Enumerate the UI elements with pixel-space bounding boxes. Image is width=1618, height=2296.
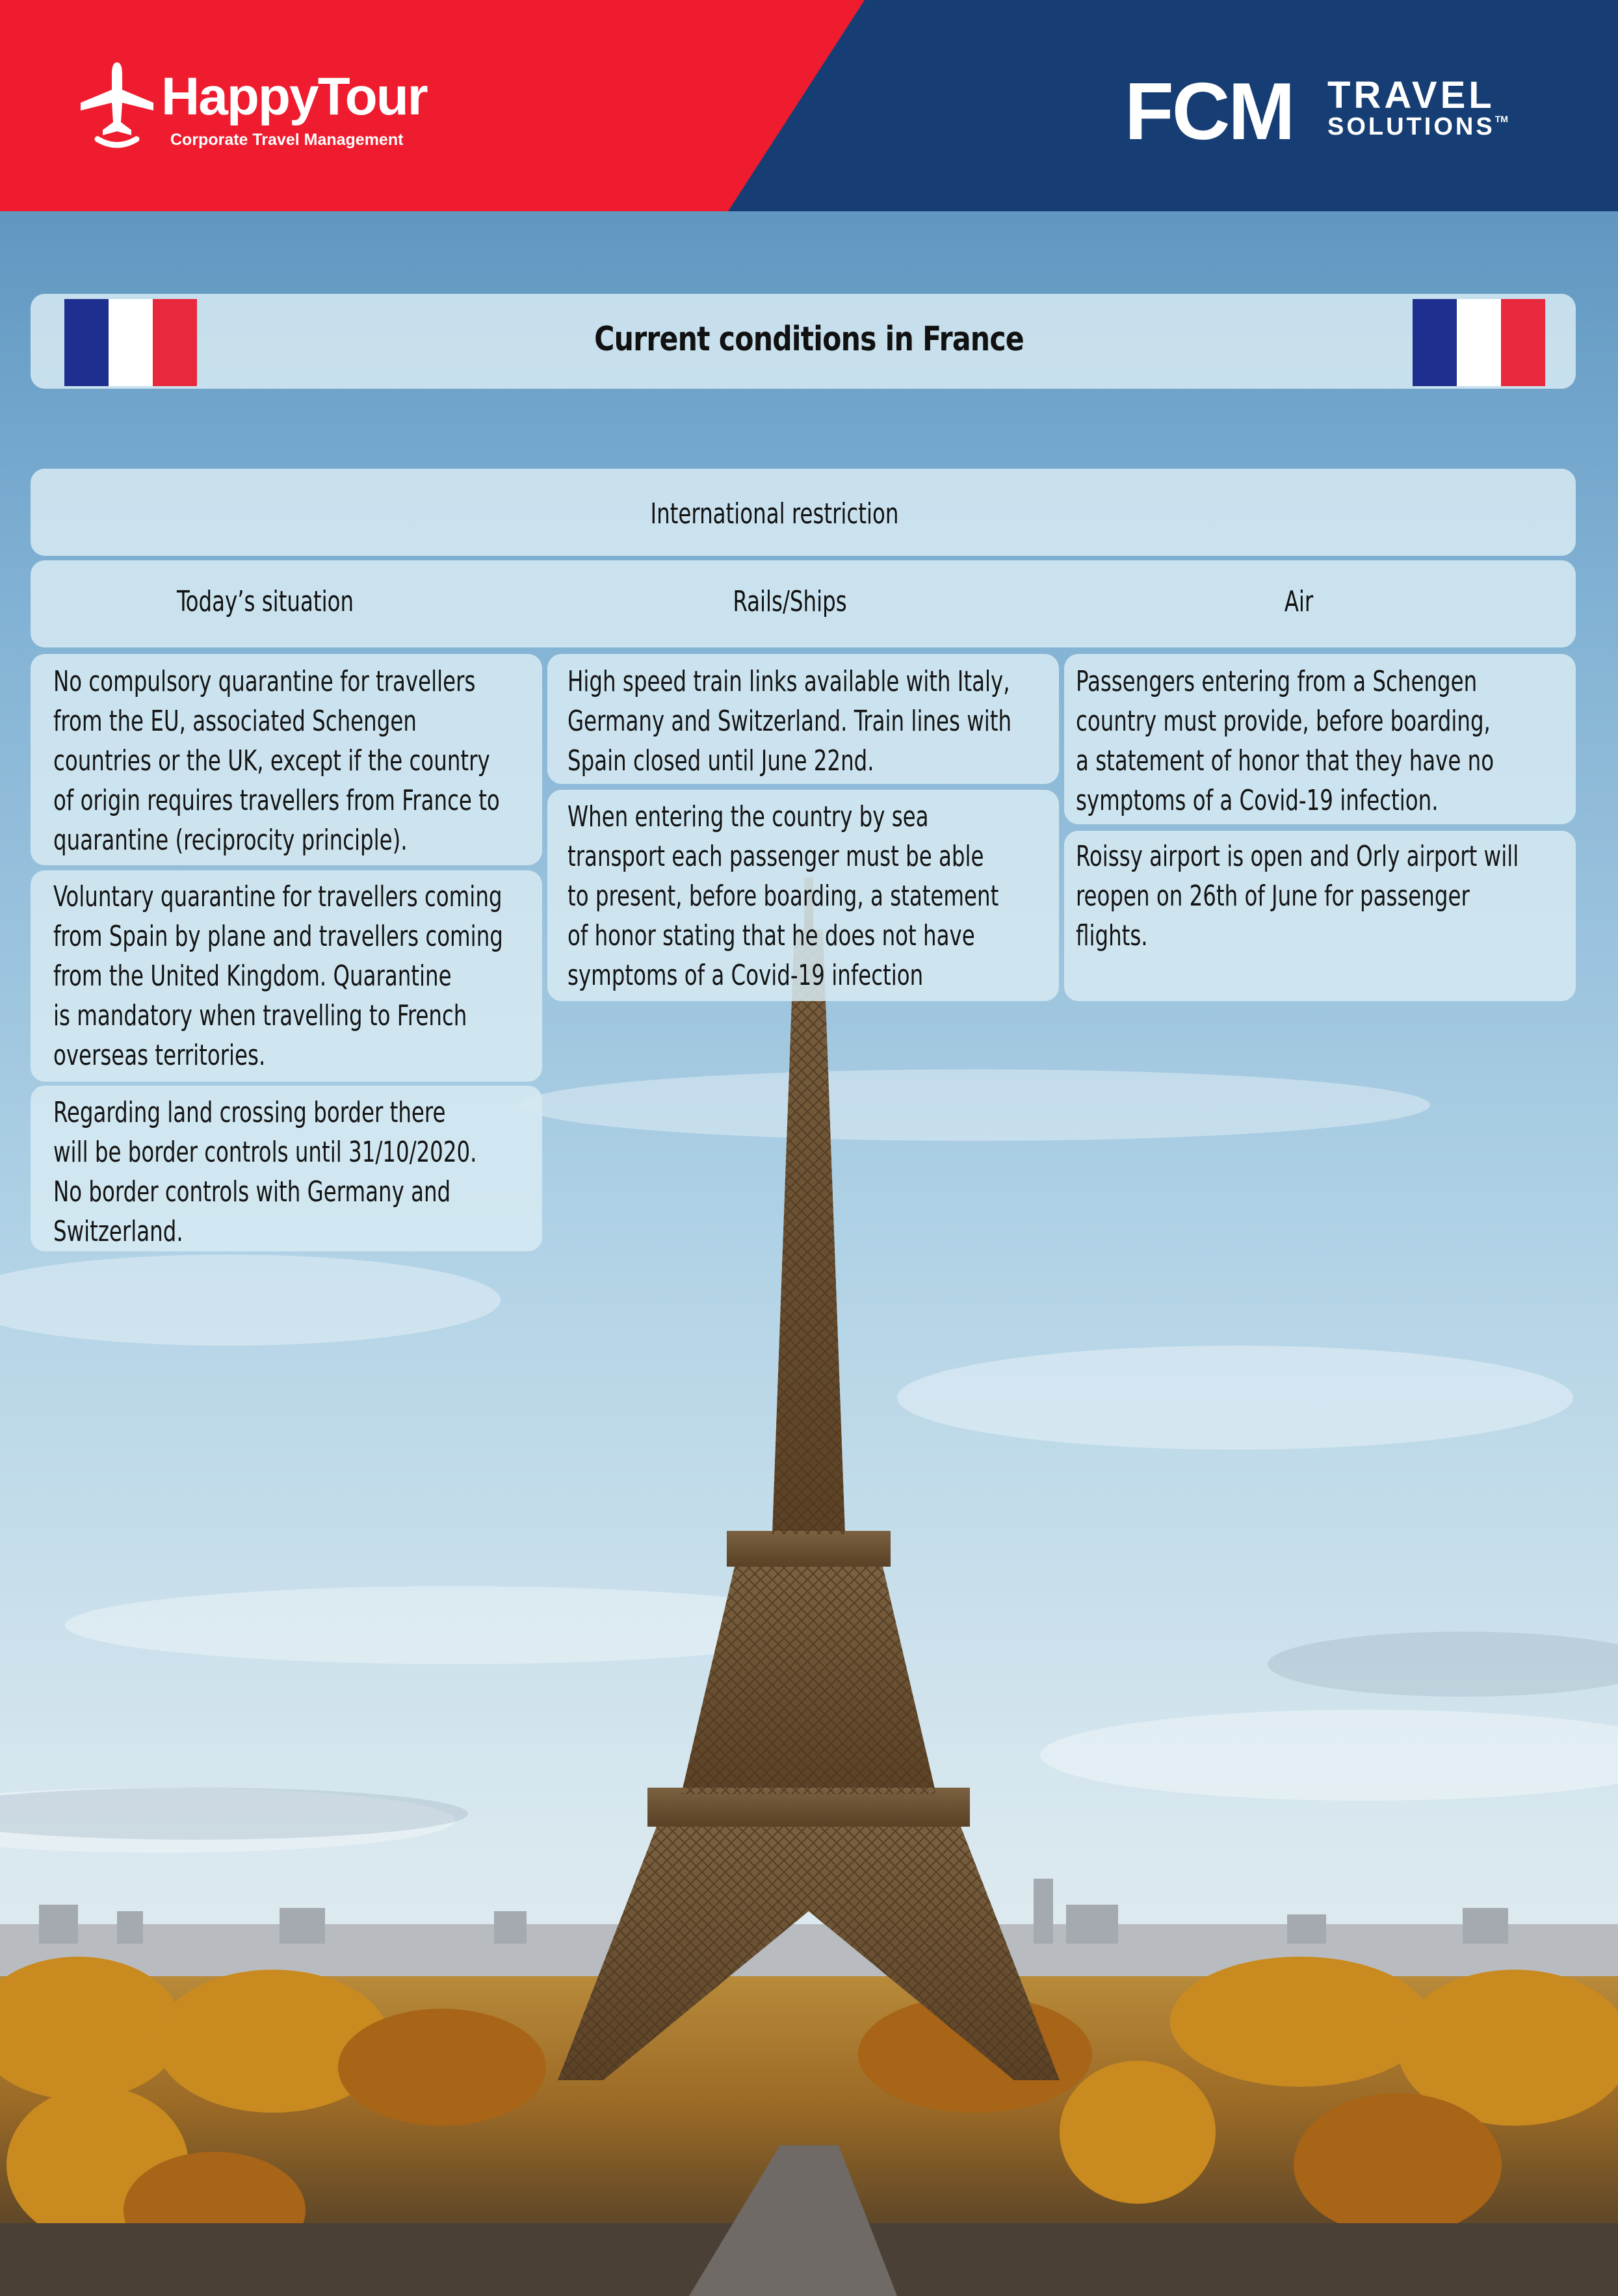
today-card-1-text: No compulsory quarantine for travellers from the EU, associated Schengen countries or the UK, except if the country of origin requires travellers from France to quarantine (reciprocity principle). <box>53 665 500 857</box>
trademark-mark: TM <box>1494 114 1508 124</box>
fcm-solutions-word: SOLUTIONS <box>1327 113 1495 140</box>
fcm-travel-text: TRAVEL <box>1327 74 1495 116</box>
air-card-2-text: Roissy airport is open and Orly airport will reopen on 26th of June for passenger flights. <box>1076 840 1519 952</box>
air-card-1-text: Passengers entering from a Schengen country must provide, before boarding, a statement of honor that they have no symptoms of a Covid-19 infection. <box>1076 665 1494 817</box>
header-banner <box>0 0 1618 211</box>
fcm-mark: FCM <box>1125 67 1294 157</box>
fcm-solutions-text <box>1327 114 1508 139</box>
today-card-3-text: Regarding land crossing border there will be border controls until 31/10/2020. No border controls with Germany and Switzerland. <box>53 1096 477 1248</box>
happytour-tagline: Corporate Travel Management <box>170 131 404 149</box>
fcm-logo <box>1125 67 1333 157</box>
page-title: Current conditions in France <box>594 320 1024 359</box>
rails-card-1-text: High speed train links available with Italy, Germany and Switzerland. Train lines with Spain closed until June 22nd. <box>568 665 1012 777</box>
rails-card-2-text: When entering the country by sea transport each passenger must be able to present, before boarding, a statement of honor stating that he does not have symptoms of a Covid-19 infection <box>568 800 999 992</box>
column-header-today: Today’s situation <box>176 585 354 618</box>
section-title: International restriction <box>650 497 899 530</box>
column-header-air: Air <box>1284 585 1314 618</box>
column-header-rails-ships: Rails/Ships <box>733 585 847 618</box>
plane-logo-icon <box>78 60 156 151</box>
happytour-logo-text: HappyTour <box>161 67 427 126</box>
today-card-2-text: Voluntary quarantine for travellers coming from Spain by plane and travellers coming from the United Kingdom. Quarantine is mandatory when travelling to French overseas territories. <box>53 880 503 1072</box>
